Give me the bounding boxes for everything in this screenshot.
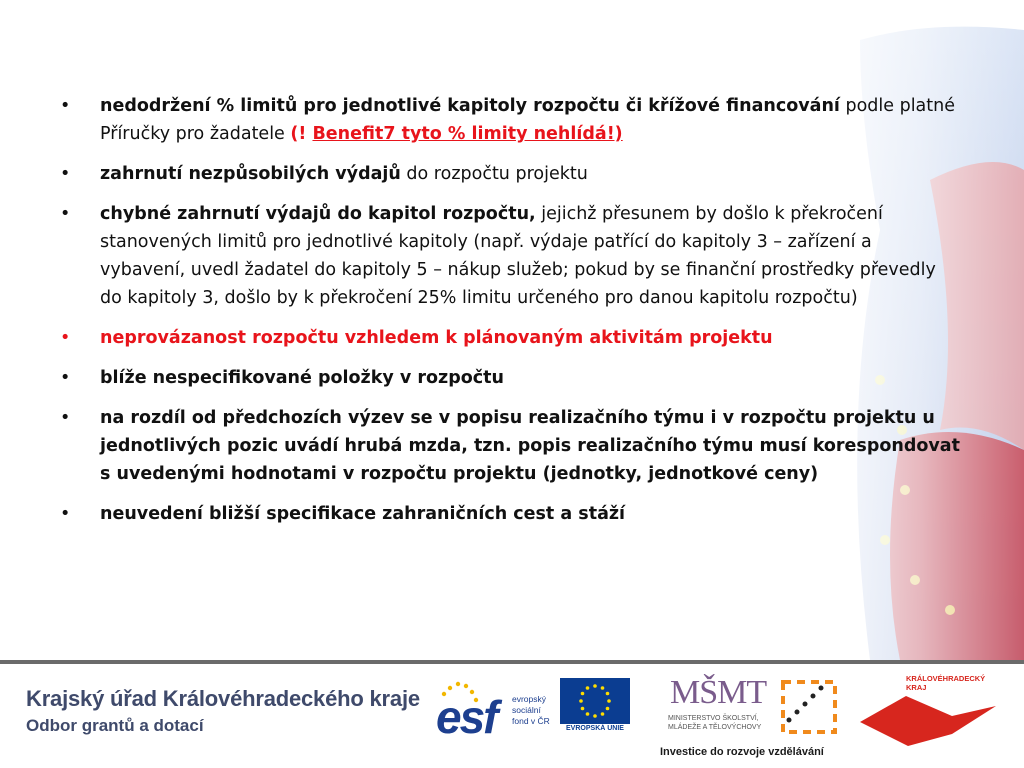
bullet-marker: • bbox=[60, 368, 71, 388]
bullet-list bbox=[60, 92, 960, 528]
list-item bbox=[60, 200, 960, 312]
bullet-list-container bbox=[60, 92, 960, 540]
bullet-text-run: Benefit7 tyto % limity nehlídá!) bbox=[312, 124, 623, 144]
bullet-text-run: neuvedení bližší specifikace zahraničních cest a stáží bbox=[100, 504, 626, 524]
bullet-text-run: jejichž přesunem by došlo k překročení stanovených limitů pro jednotlivé kapitoly (např. výdaje patřící do kapitoly 3 – zařízení a vybavení, uvedl žadatel do kapitoly 5 – nákup služeb; pokud by se finanční prostředky převedly do kapitoly 3, došlo by k překročení 25% limitu určeného pro danou kapitolu rozpočtu) bbox=[100, 204, 936, 308]
footer-divider bbox=[0, 660, 1024, 664]
bullet-marker: • bbox=[60, 96, 71, 116]
kraj-logo-icon bbox=[856, 672, 1016, 752]
bullet-marker: • bbox=[60, 408, 71, 428]
esf-logo-icon bbox=[432, 676, 552, 748]
bullet-text-run: do rozpočtu projektu bbox=[400, 164, 588, 184]
bullet-text-run: zahrnutí nezpůsobilých výdajů bbox=[100, 164, 401, 184]
bullet-marker: • bbox=[60, 504, 71, 524]
list-item bbox=[60, 160, 960, 188]
eu-flag-icon bbox=[560, 678, 630, 736]
tagline: Investice do rozvoje vzdělávání bbox=[660, 746, 824, 758]
bullet-marker: • bbox=[60, 204, 71, 224]
list-item bbox=[60, 500, 960, 528]
kraj-caption: KRÁLOVÉHRADECKÝ KRAJ bbox=[906, 674, 986, 692]
list-item bbox=[60, 404, 960, 488]
list-item bbox=[60, 324, 960, 352]
msmt-logo-icon bbox=[640, 674, 770, 738]
bullet-text-run: na rozdíl od předchozích výzev se v popisu realizačního týmu i v rozpočtu projektu u jednotlivých pozic uvádí hrubá mzda, tzn. popis realizačního týmu musí korespondovat s uvedenými hodnotami v rozpočtu projektu (jednotky, jednotkové ceny) bbox=[100, 408, 960, 484]
bullet-marker: • bbox=[60, 164, 71, 184]
msmt-logo-text: MŠMT bbox=[670, 674, 767, 711]
org-department: Odbor grantů a dotací bbox=[26, 716, 204, 735]
bullet-text-run: nedodržení % limitů pro jednotlivé kapitoly rozpočtu či křížové financování bbox=[100, 96, 840, 116]
footer-bar bbox=[0, 660, 1024, 768]
org-name: Krajský úřad Královéhradeckého kraje bbox=[26, 686, 420, 711]
bullet-text-run: neprovázanost rozpočtu vzhledem k plánovaným aktivitám projektu bbox=[100, 328, 773, 348]
esf-caption: evropský sociální fond v ČR bbox=[512, 694, 550, 726]
bullet-text-run: blíže nespecifikované položky v rozpočtu bbox=[100, 368, 504, 388]
bullet-marker: • bbox=[60, 328, 71, 348]
bullet-text-run: (! bbox=[290, 124, 313, 144]
list-item bbox=[60, 92, 960, 148]
op-vk-logo-icon bbox=[775, 674, 845, 738]
eu-caption: EVROPSKÁ UNIE bbox=[566, 725, 624, 732]
list-item bbox=[60, 364, 960, 392]
msmt-caption: MINISTERSTVO ŠKOLSTVÍ, MLÁDEŽE A TĚLOVÝCHOVY bbox=[668, 715, 762, 731]
esf-text: esf bbox=[436, 691, 497, 743]
bullet-text-run: chybné zahrnutí výdajů do kapitol rozpočtu, bbox=[100, 204, 536, 224]
bullet-text-run: podle platné Příručky pro žadatele bbox=[100, 96, 955, 144]
